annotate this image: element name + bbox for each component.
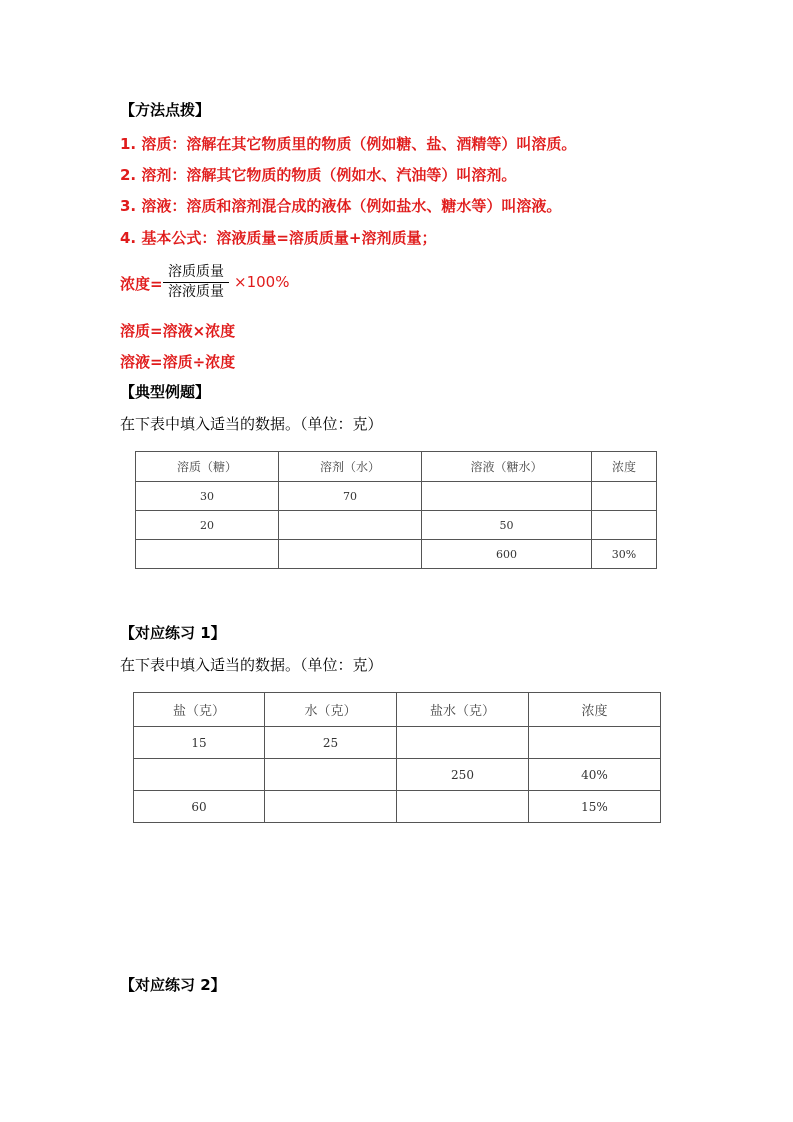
table-cell[interactable] [529,727,661,759]
formula-rhs: ×100% [234,273,290,291]
table-cell[interactable] [397,791,529,823]
table-cell[interactable]: 15 [134,727,265,759]
table-cell[interactable] [397,727,529,759]
table-cell[interactable]: 70 [279,482,422,511]
header-concentration: 浓度 [592,452,657,482]
practice1-table [133,692,661,823]
formula-solute: 溶质=溶液×浓度 [120,322,236,340]
header-solute: 溶质（糖） [136,452,279,482]
header-salt-water: 盐水（克） [397,693,529,727]
formula-solution: 溶液=溶质÷浓度 [120,353,236,371]
formula-denominator: 溶液质量 [168,284,224,300]
practice1-title: 【对应练习 1】 [120,624,226,642]
table-row [134,759,661,791]
table-cell[interactable]: 30 [136,482,279,511]
table-cell[interactable]: 25 [265,727,397,759]
method-point-4: 4. 基本公式：溶液质量=溶质质量+溶剂质量； [120,229,437,247]
table-row [136,482,657,511]
table-cell[interactable] [592,511,657,540]
table-cell[interactable]: 250 [397,759,529,791]
example-table [135,451,657,569]
table-row [134,727,661,759]
table-cell[interactable]: 60 [134,791,265,823]
practice1-instruction: 在下表中填入适当的数据。（单位：克） [120,656,383,674]
table-cell[interactable] [265,791,397,823]
table-cell[interactable] [136,540,279,569]
header-concentration: 浓度 [529,693,661,727]
header-water: 水（克） [265,693,397,727]
method-title: 【方法点拨】 [120,101,211,119]
table-header-row [136,452,657,482]
formula-fraction [162,263,230,302]
header-solution: 溶液（糖水） [422,452,592,482]
table-cell[interactable] [279,540,422,569]
formula-numerator: 溶质质量 [168,264,224,280]
table-cell[interactable] [134,759,265,791]
method-point-2: 2. 溶剂：溶解其它物质的物质（例如水、汽油等）叫溶剂。 [120,166,517,184]
table-cell[interactable]: 40% [529,759,661,791]
header-salt: 盐（克） [134,693,265,727]
table-cell[interactable]: 30% [592,540,657,569]
example-title: 【典型例题】 [120,383,211,401]
table-cell[interactable]: 20 [136,511,279,540]
table-cell[interactable]: 50 [422,511,592,540]
table-cell[interactable]: 15% [529,791,661,823]
table-cell[interactable] [422,482,592,511]
table-row [134,791,661,823]
table-header-row [134,693,661,727]
method-point-3: 3. 溶液：溶质和溶剂混合成的液体（例如盐水、糖水等）叫溶液。 [120,197,562,215]
table-row [136,511,657,540]
table-cell[interactable]: 600 [422,540,592,569]
example-instruction: 在下表中填入适当的数据。（单位：克） [120,415,383,433]
table-row [136,540,657,569]
formula-lhs: 浓度= [120,275,163,293]
table-cell[interactable] [279,511,422,540]
practice2-title: 【对应练习 2】 [120,976,226,994]
table-cell[interactable] [265,759,397,791]
header-solvent: 溶剂（水） [279,452,422,482]
method-point-1: 1. 溶质：溶解在其它物质里的物质（例如糖、盐、酒精等）叫溶质。 [120,135,577,153]
table-cell[interactable] [592,482,657,511]
